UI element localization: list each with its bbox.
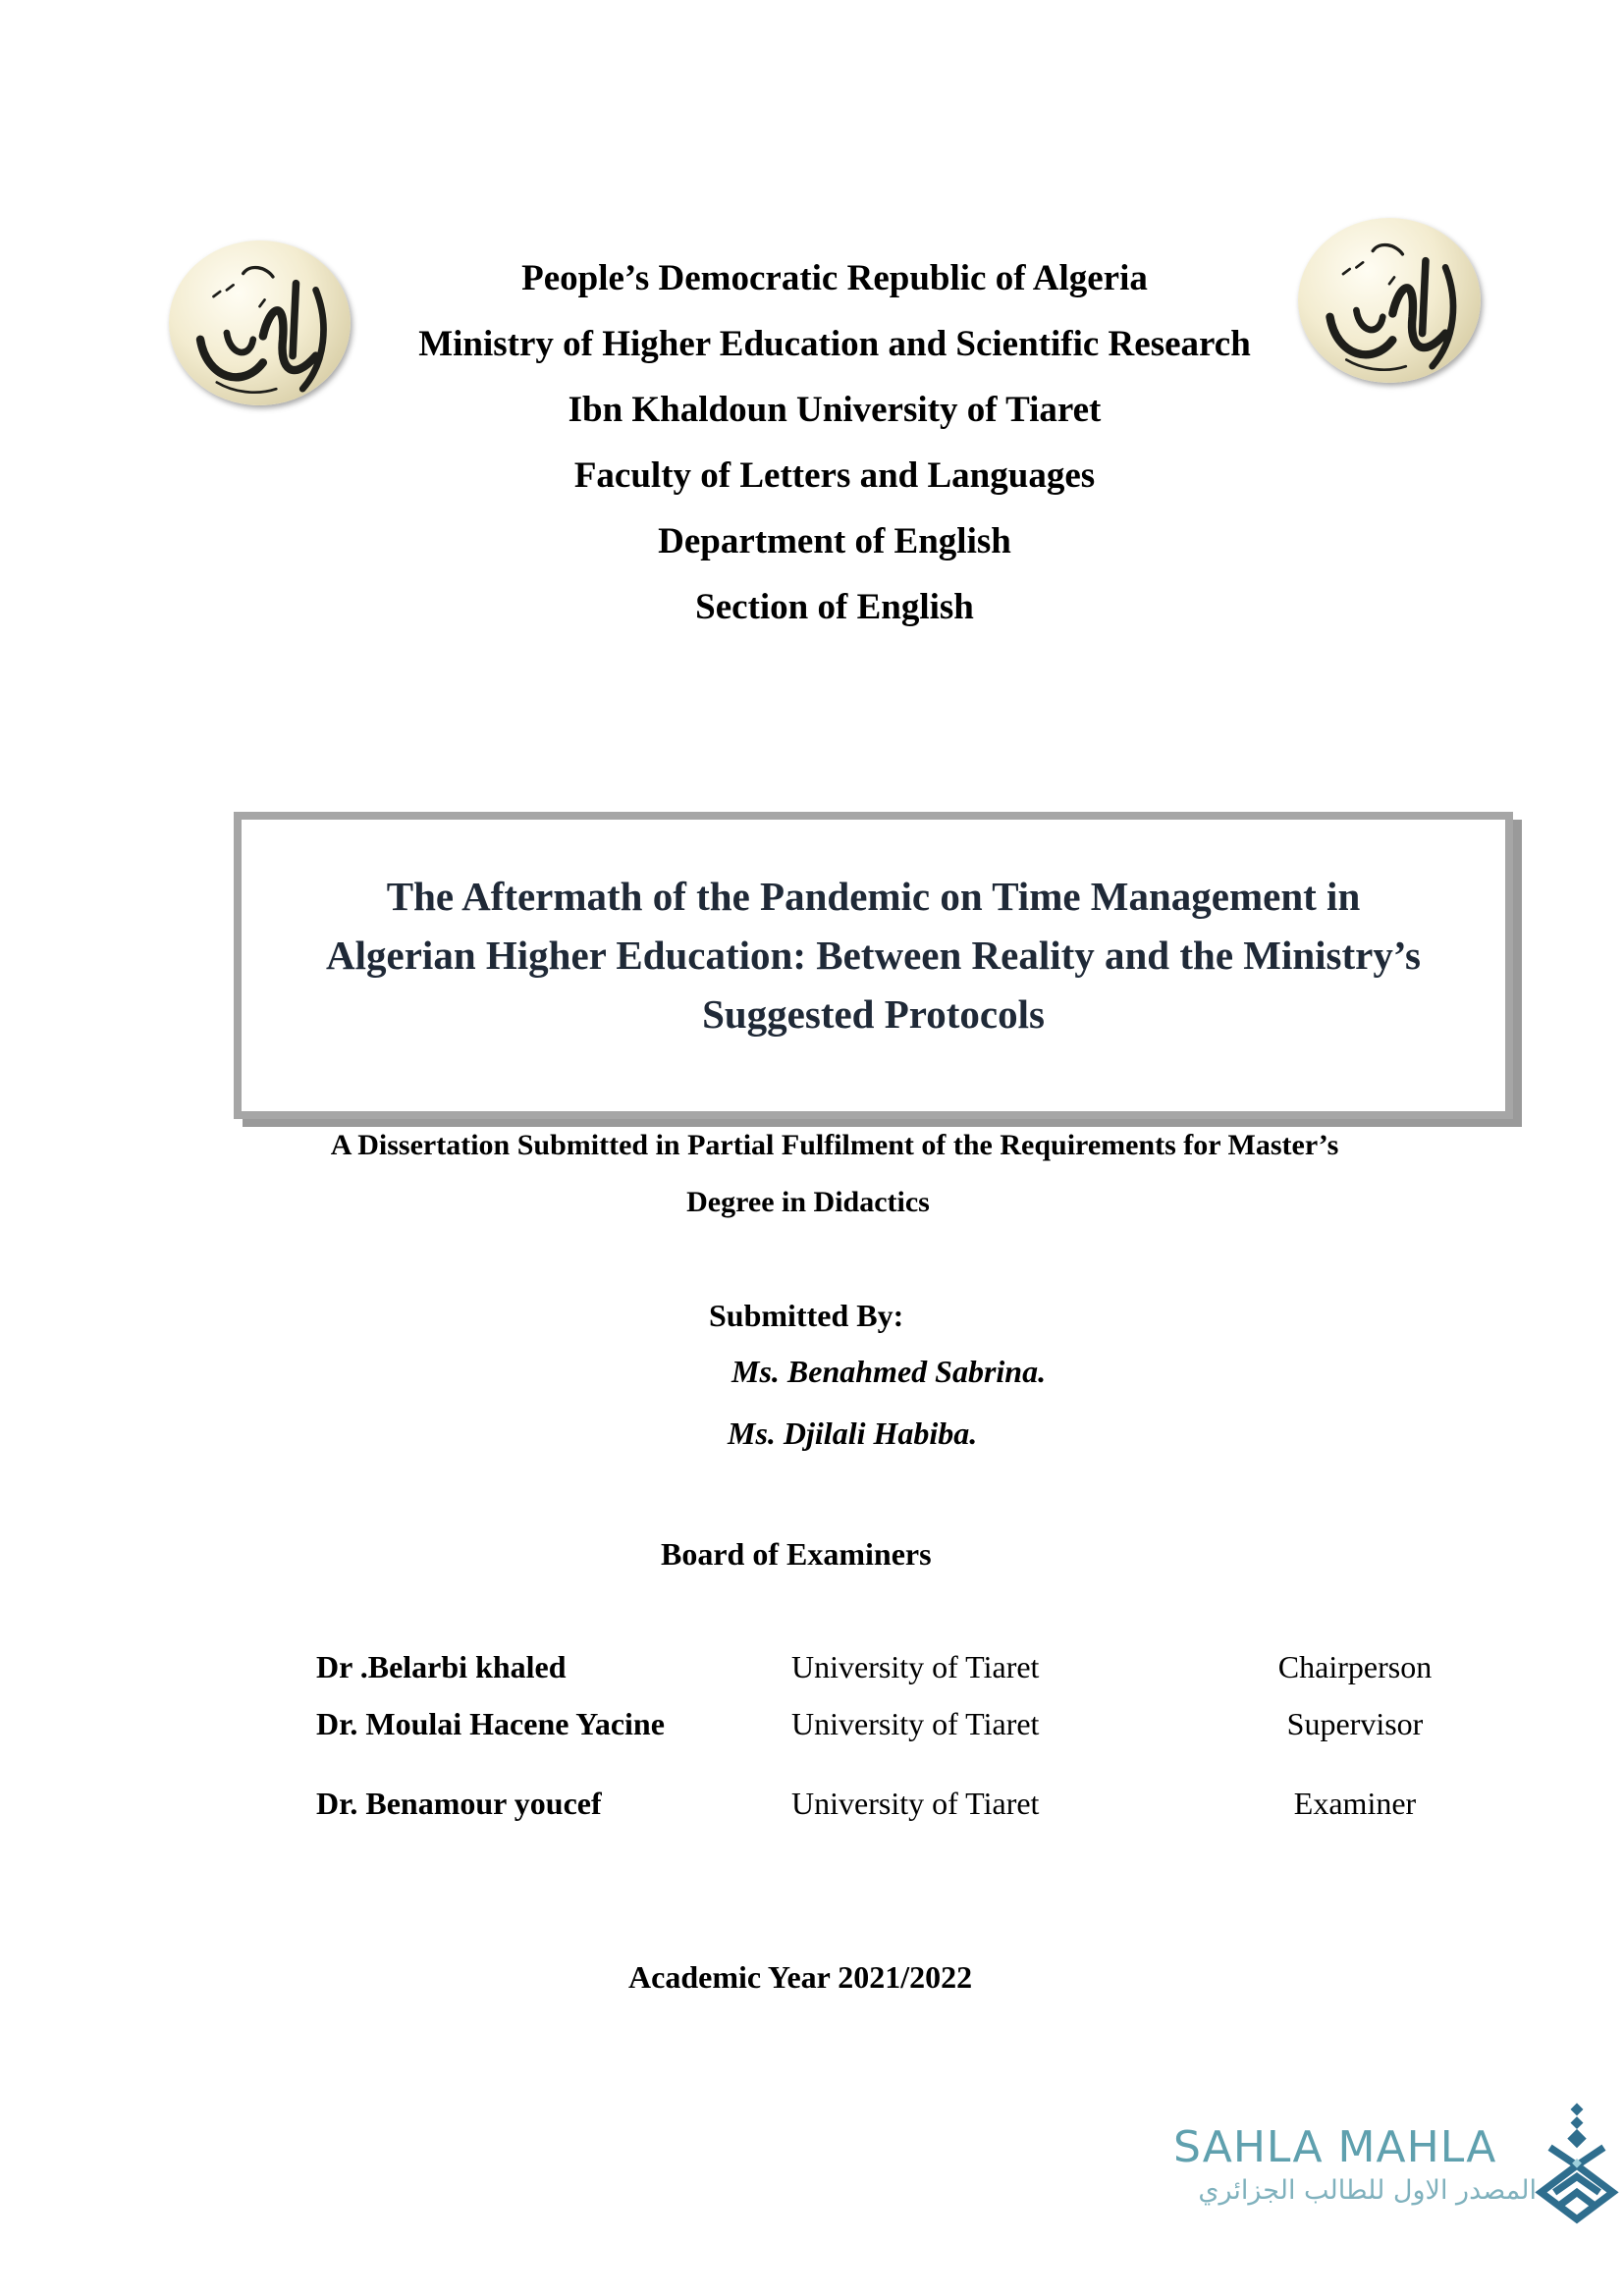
header-faculty: Faculty of Letters and Languages: [573, 455, 1096, 496]
dissertation-statement-line-1: A Dissertation Submitted in Partial Fulfilment of the Requirements for Master’s: [330, 1129, 1339, 1161]
dissertation-title: [242, 867, 1505, 1043]
header-section: Section of English: [695, 587, 974, 627]
title-line-1: The Aftermath of the Pandemic on Time Management in: [386, 874, 1361, 919]
sahla-mahla-watermark: [1173, 2110, 1624, 2228]
sahla-mahla-logo-icon: [1532, 2103, 1622, 2228]
examiner-institution: University of Tiaret: [791, 1649, 1040, 1684]
examiner-role: Examiner: [1293, 1786, 1417, 1821]
academic-year: Academic Year 2021/2022: [628, 1959, 973, 1995]
examiner-row: [0, 1649, 1624, 1692]
examiner-role: Supervisor: [1286, 1706, 1424, 1741]
submitted-by-label: Submitted By:: [709, 1298, 904, 1333]
title-line-2: Algerian Higher Education: Between Reality and the Ministry’s: [326, 933, 1421, 978]
author-1: Ms. Benahmed Sabrina.: [731, 1354, 1047, 1389]
examiner-name: Dr .Belarbi khaled: [316, 1649, 567, 1684]
dissertation-title-box: [234, 812, 1513, 1119]
examiner-institution: University of Tiaret: [791, 1706, 1040, 1741]
header-university: Ibn Khaldoun University of Tiaret: [568, 390, 1102, 430]
examiner-institution: University of Tiaret: [791, 1786, 1040, 1821]
examiner-name: Dr. Moulai Hacene Yacine: [316, 1706, 665, 1741]
header-ministry: Ministry of Higher Education and Scientific Research: [418, 324, 1251, 364]
sahla-mahla-tagline: المصدر الاول للطالب الجزائري: [1198, 2175, 1537, 2206]
author-2: Ms. Djilali Habiba.: [728, 1415, 978, 1451]
examiner-row: [0, 1706, 1624, 1749]
board-heading: Board of Examiners: [661, 1536, 932, 1572]
header-country: People’s Democratic Republic of Algeria: [521, 258, 1148, 298]
header-department: Department of English: [658, 521, 1011, 561]
examiner-role: Chairperson: [1277, 1649, 1433, 1684]
examiner-name: Dr. Benamour youcef: [316, 1786, 602, 1821]
dissertation-statement-line-2: Degree in Didactics: [686, 1186, 930, 1218]
sahla-mahla-brand: SAHLA MAHLA: [1173, 2122, 1497, 2172]
title-line-3: Suggested Protocols: [702, 991, 1045, 1037]
examiner-row: [0, 1786, 1624, 1829]
